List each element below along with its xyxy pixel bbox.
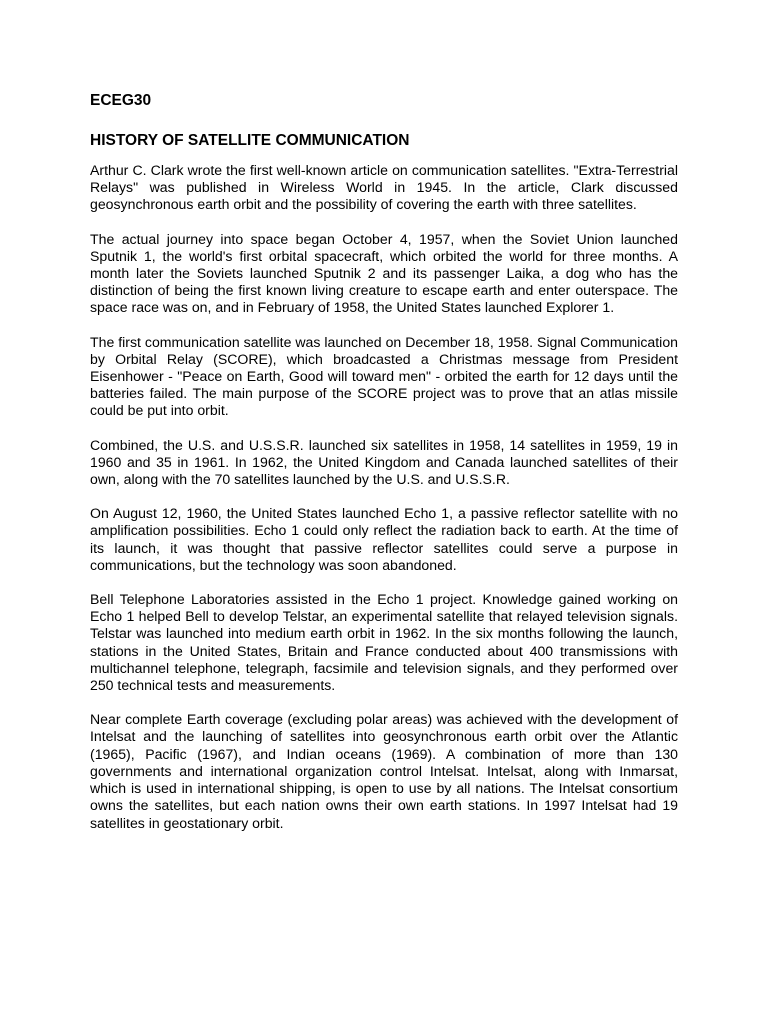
paragraph-echo-1: On August 12, 1960, the United States launched Echo 1, a passive reflector satellite with no amplification possibilities. Echo 1 could only reflect the radiation back to earth. At the time of its launch, it was thought that passive reflector satellites could serve a purpose in communications, but the technology was soon abandoned. [90,505,678,573]
paragraph-sputnik: The actual journey into space began October 4, 1957, when the Soviet Union launched Sputnik 1, the world's first orbital spacecraft, which orbited the world for three months. A month later the Soviets launched Sputnik 2 and its passenger Laika, a dog who has the distinction of being the first known living creature to escape earth and enter outerspace. The space race was on, and in February of 1958, the United States launched Explorer 1. [90,230,678,316]
course-code: ECEG30 [90,92,152,109]
page-title: HISTORY OF SATELLITE COMMUNICATION [90,132,410,149]
paragraph-score: The first communication satellite was launched on December 18, 1958. Signal Communication by Orbital Relay (SCORE), which broadcasted a Christmas message from President Eisenhower - "Peace on Earth, Good will toward men" - orbited the earth for 12 days until the batteries failed. The main purpose of the SCORE project was to prove that an atlas missile could be put into orbit. [90,333,678,419]
paragraph-launch-counts: Combined, the U.S. and U.S.S.R. launched six satellites in 1958, 14 satellites in 1959, 19 in 1960 and 35 in 1961. In 1962, the United Kingdom and Canada launched satellites of their own, along with the 70 satellites launched by the U.S. and U.S.S.R. [90,436,678,488]
paragraph-telstar: Bell Telephone Laboratories assisted in the Echo 1 project. Knowledge gained working on Echo 1 helped Bell to develop Telstar, an experimental satellite that relayed television signals. Telstar was launched into medium earth orbit in 1962. In the six months following the launch, stations in the United States, Britain and France conducted about 400 transmissions with multichannel telephone, telegraph, facsimile and television signals, and they performed over 250 technical tests and measurements. [90,591,678,694]
paragraph-clarke-article: Arthur C. Clark wrote the first well-known article on communication satellites. "Extra-Terrestrial Relays" was published in Wireless World in 1945. In the article, Clark discussed geosynchronous earth orbit and the possibility of covering the earth with three satellites. [90,162,678,213]
paragraph-intelsat: Near complete Earth coverage (excluding polar areas) was achieved with the development of Intelsat and the launching of satellites into geosynchronous earth orbit over the Atlantic (1965), Pacific (1967), and Indian oceans (1969). A combination of more than 130 governments and international organization control Intelsat. Intelsat, along with Inmarsat, which is used in international shipping, is open to use by all nations. The Intelsat consortium owns the satellites, but each nation owns their own earth stations. In 1997 Intelsat had 19 satellites in geostationary orbit. [90,711,678,831]
document-body [90,92,678,849]
